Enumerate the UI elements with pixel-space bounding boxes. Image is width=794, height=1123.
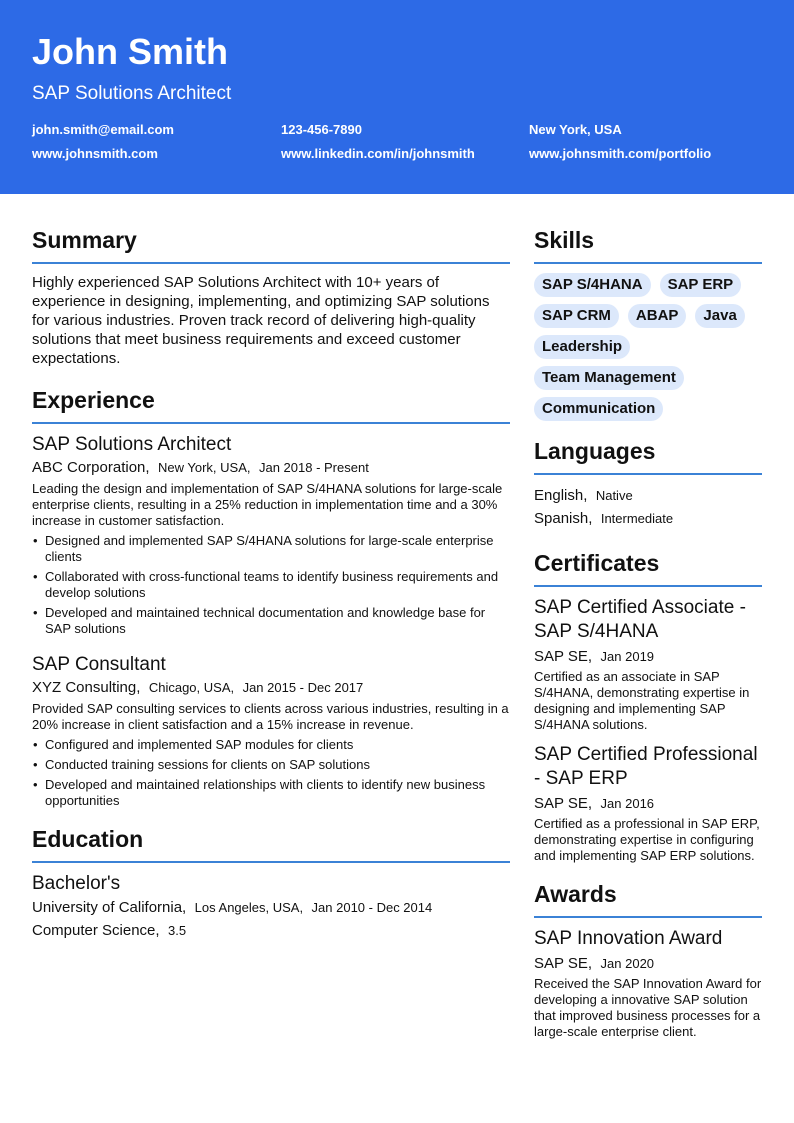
certificate-title: SAP Certified Associate - SAP S/4HANA: [534, 597, 746, 642]
skills-list: [534, 273, 762, 421]
portfolio-link[interactable]: www.johnsmith.com/portfolio: [529, 146, 712, 161]
website-link[interactable]: www.johnsmith.com: [32, 146, 158, 161]
resume-header: [0, 0, 794, 194]
bullet-icon: •: [33, 737, 38, 752]
summary-text: Highly experienced SAP Solutions Architect with 10+ years of experience in designing, implementing, and optimizing SAP solutions for various industries. Proven track record of delivering high-quality solutions that meet business requirements and exceed customer expectations.: [32, 274, 490, 367]
location-text: New York, USA: [529, 122, 622, 137]
language-item: [534, 507, 762, 530]
language-name: Spanish,: [534, 510, 593, 527]
certificate-date: Jan 2016: [600, 796, 655, 811]
bullet-item: • Conducted training sessions for clients on SAP solutions: [33, 757, 370, 772]
degree-name: Bachelor's: [32, 873, 121, 894]
skill-tag: SAP S/4HANA: [534, 273, 651, 297]
job-dates: Jan 2015 - Dec 2017: [242, 680, 364, 695]
language-level: Native: [595, 488, 633, 503]
certificate-issuer: SAP SE,: [534, 795, 593, 812]
certificates-heading: Certificates: [534, 549, 762, 587]
bullet-item: • Collaborated with cross-functional teams to identify business requirements and develop solutions: [33, 569, 499, 600]
bullet-item: • Configured and implemented SAP modules for clients: [33, 737, 354, 752]
phone-number: 123-456-7890: [281, 122, 362, 137]
certificate-meta: [534, 793, 762, 815]
email-link[interactable]: john.smith@email.com: [32, 122, 174, 137]
main-column: [32, 226, 510, 942]
summary-heading: Summary: [32, 226, 510, 264]
gpa-value: 3.5: [168, 923, 187, 938]
education-dates: Jan 2010 - Dec 2014: [311, 900, 433, 915]
job-dates: Jan 2018 - Present: [258, 460, 369, 475]
job-location: New York, USA,: [158, 460, 251, 475]
job-bullets: [32, 737, 510, 809]
awards-heading: Awards: [534, 880, 762, 918]
skill-tag: Communication: [534, 397, 663, 421]
job-bullets: [32, 533, 510, 637]
certificate-entry: [534, 743, 762, 864]
experience-entry: [32, 653, 510, 809]
certificate-issuer: SAP SE,: [534, 648, 593, 665]
school-location: Los Angeles, USA,: [194, 900, 304, 915]
award-description: Received the SAP Innovation Award for developing a innovative SAP solution that improved business processes for a large-scale enterprise client.: [534, 976, 762, 1039]
award-issuer: SAP SE,: [534, 955, 593, 972]
school-name: University of California,: [32, 899, 187, 916]
field-of-study: Computer Science,: [32, 922, 160, 939]
languages-heading: Languages: [534, 437, 762, 475]
award-entry: [534, 927, 762, 1040]
education-heading: Education: [32, 825, 510, 863]
company-name: XYZ Consulting,: [32, 679, 141, 696]
bullet-icon: •: [33, 533, 38, 548]
company-name: ABC Corporation,: [32, 459, 150, 476]
experience-entry: [32, 433, 510, 637]
skill-tag: SAP ERP: [660, 273, 742, 297]
job-title: SAP Solutions Architect: [32, 434, 232, 455]
bullet-item: • Designed and implemented SAP S/4HANA solutions for large-scale enterprise clients: [33, 533, 494, 564]
certificate-date: Jan 2019: [600, 649, 655, 664]
job-location: Chicago, USA,: [148, 680, 235, 695]
skill-tag: Team Management: [534, 366, 684, 390]
bullet-icon: •: [33, 569, 38, 584]
job-description: Leading the design and implementation of SAP S/4HANA solutions for large-scale enterprise clients, resulting in a 25% reduction in implementation time and a 30% increase in customer satisfaction.: [32, 481, 503, 528]
language-level: Intermediate: [600, 511, 674, 526]
skill-tag: Java: [695, 304, 744, 328]
award-date: Jan 2020: [600, 956, 655, 971]
job-meta: [32, 678, 510, 698]
certificate-entry: [534, 596, 762, 733]
bullet-item: • Developed and maintained technical documentation and knowledge base for SAP solutions: [33, 605, 486, 636]
bullet-icon: •: [33, 605, 38, 620]
linkedin-link[interactable]: www.linkedin.com/in/johnsmith: [281, 146, 475, 161]
language-item: [534, 484, 762, 507]
certificate-description: Certified as an associate in SAP S/4HANA, demonstrating expertise in designing and implementing SAP S/4HANA solutions.: [534, 669, 750, 732]
experience-heading: Experience: [32, 386, 510, 424]
award-title: SAP Innovation Award: [534, 928, 723, 949]
award-meta: [534, 953, 762, 975]
skill-tag: Leadership: [534, 335, 630, 359]
bullet-item: • Developed and maintained relationships with clients to identify new business opportunities: [33, 777, 486, 808]
skill-tag: SAP CRM: [534, 304, 619, 328]
bullet-icon: •: [33, 777, 38, 792]
side-column: [534, 226, 762, 1050]
certificate-meta: [534, 646, 762, 668]
education-meta: [32, 896, 510, 919]
skill-tag: ABAP: [628, 304, 687, 328]
certificate-title: SAP Certified Professional - SAP ERP: [534, 744, 758, 789]
education-field-line: [32, 919, 510, 942]
skills-heading: Skills: [534, 226, 762, 264]
job-meta: [32, 458, 510, 478]
certificate-description: Certified as a professional in SAP ERP, demonstrating expertise in configuring and implementing SAP ERP solutions.: [534, 816, 760, 863]
job-title: SAP Consultant: [32, 654, 166, 675]
job-description: Provided SAP consulting services to clients across various industries, resulting in a 20% increase in client satisfaction and a 15% increase in revenue.: [32, 701, 509, 732]
language-name: English,: [534, 487, 588, 504]
candidate-title: SAP Solutions Architect: [32, 83, 232, 104]
candidate-name: John Smith: [32, 31, 228, 72]
bullet-icon: •: [33, 757, 38, 772]
